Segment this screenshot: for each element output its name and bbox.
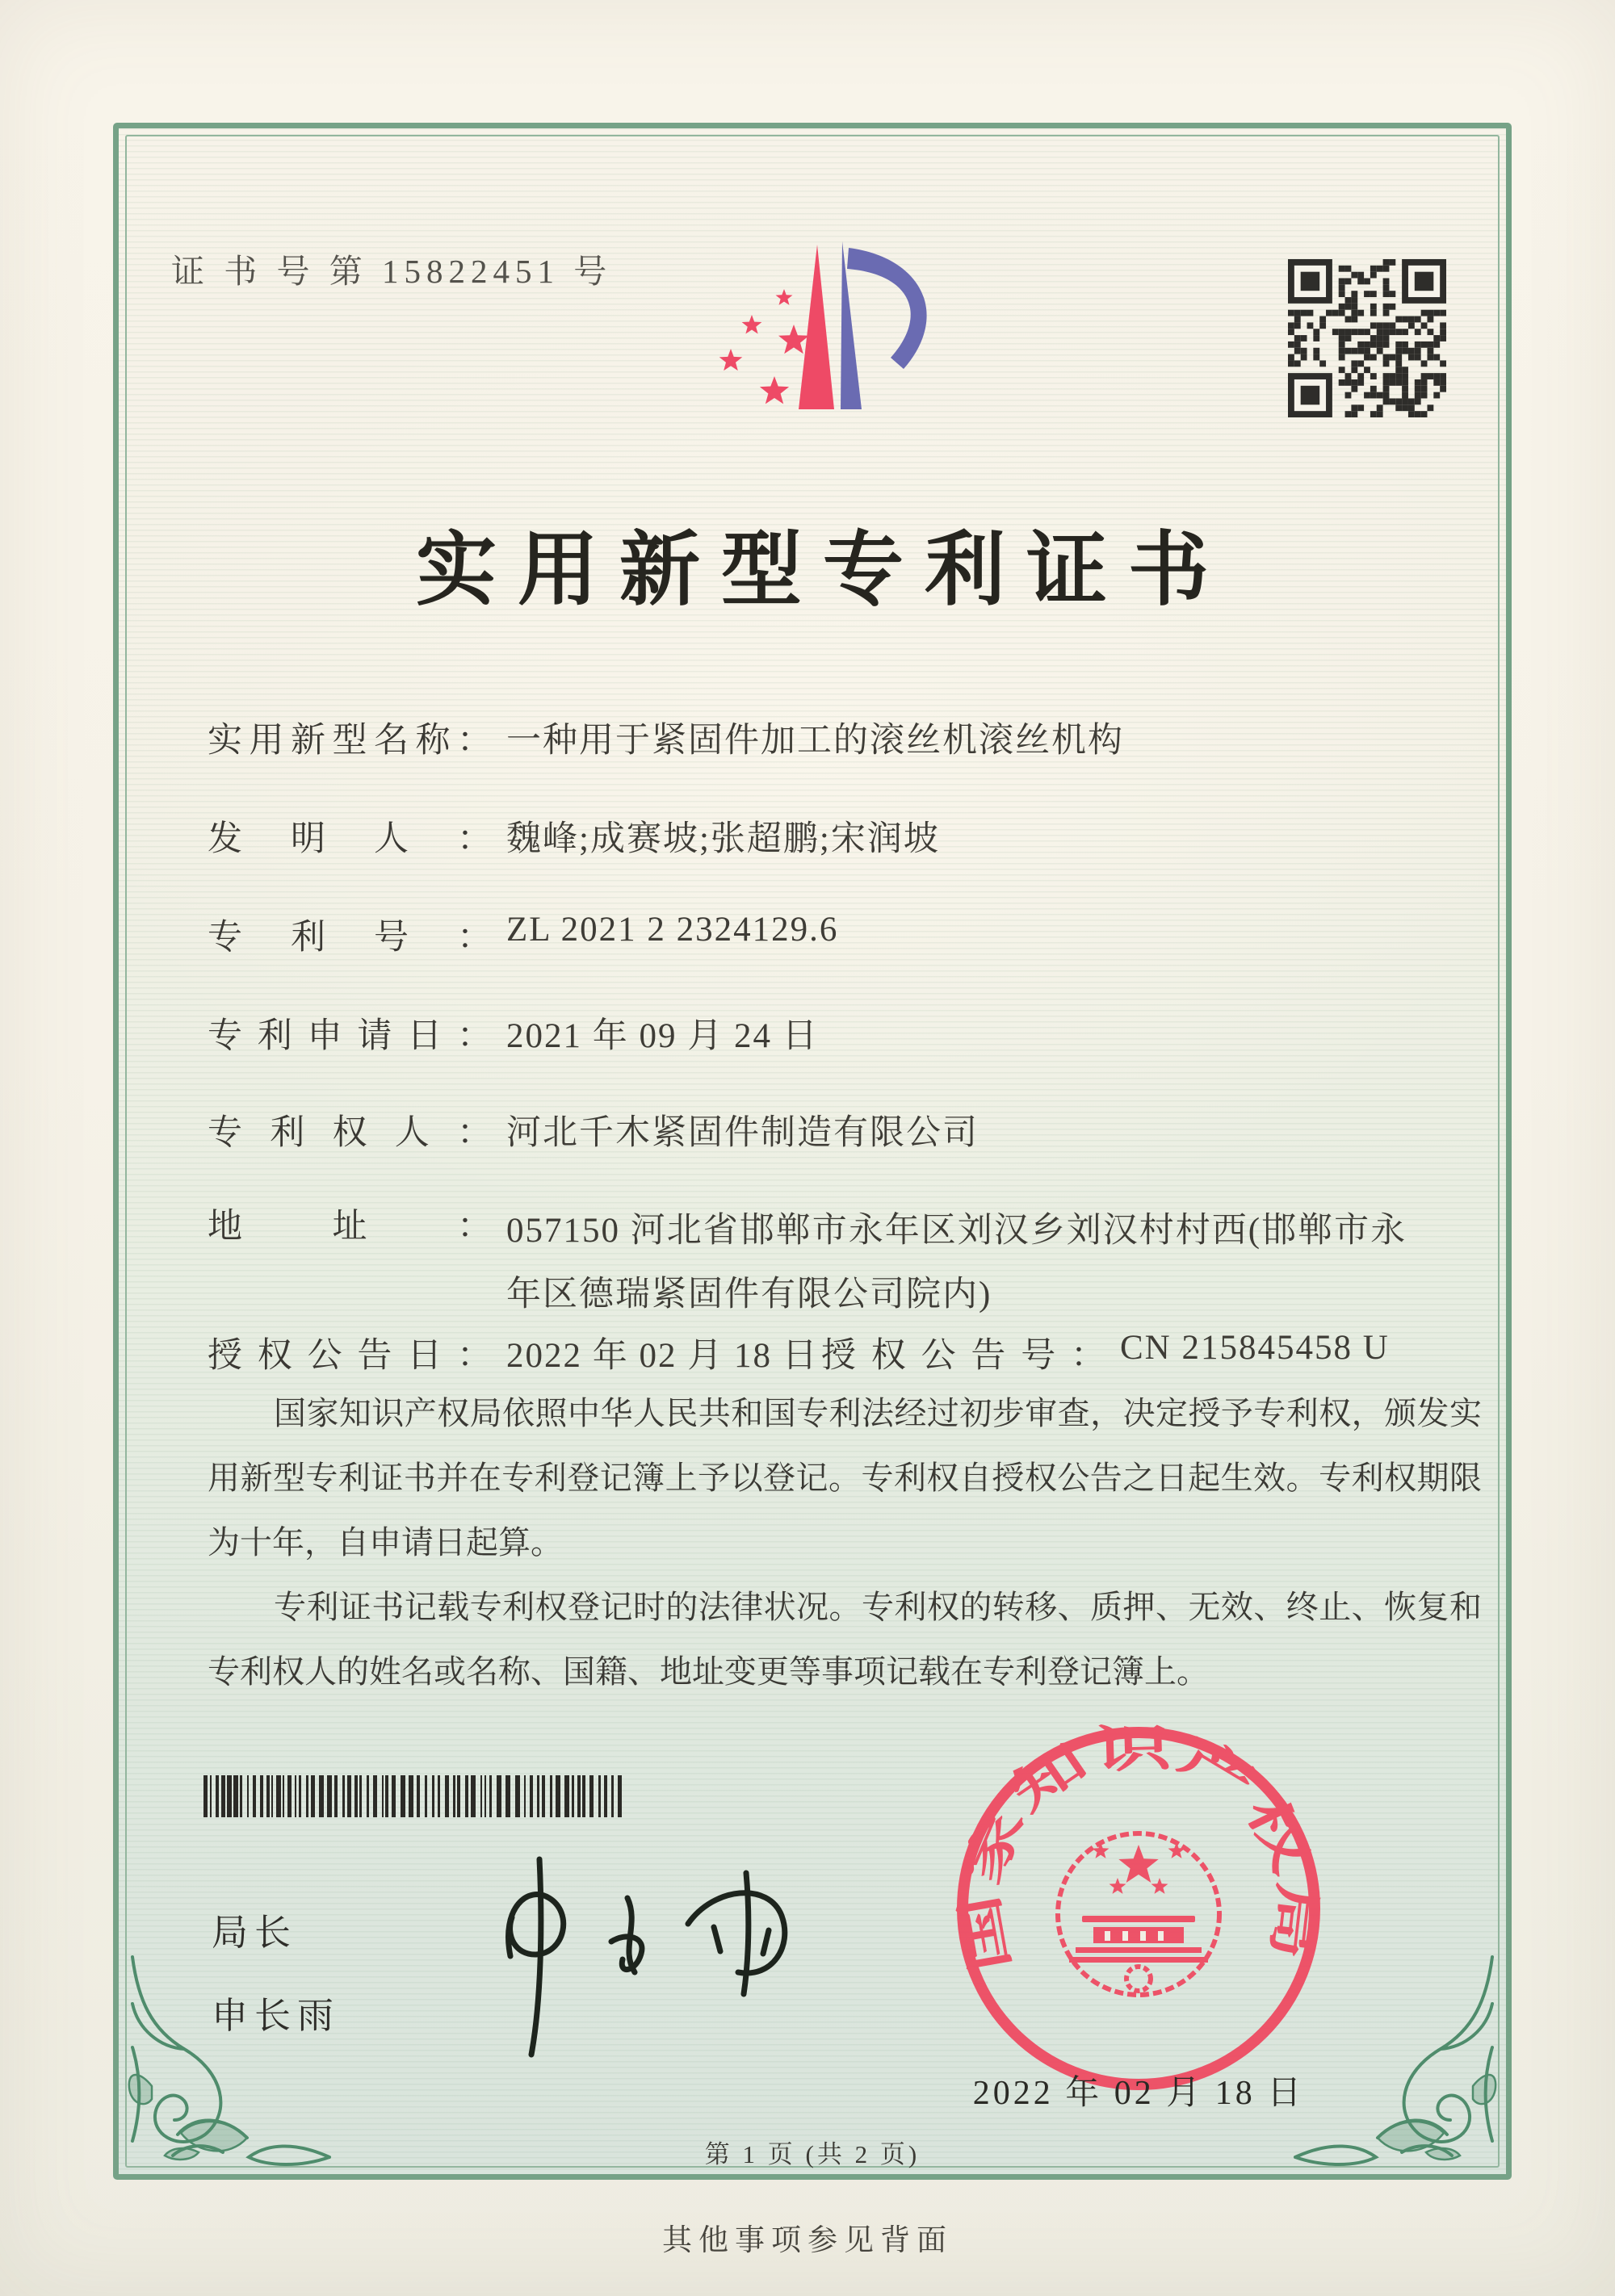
field-row-address <box>208 1199 1435 1326</box>
decorative-frame <box>113 123 1512 2180</box>
field-value: 2022 年 02 月 18 日 <box>506 1337 819 1375</box>
legal-paragraph-2: 专利证书记载专利权登记时的法律状况。专利权的转移、质押、无效、终止、恢复和专利权人的姓名或名称、国籍、地址变更等事项记载在专利登记簿上。 <box>208 1589 1482 1690</box>
barcode <box>203 1775 627 1817</box>
field-value: 一种用于紧固件加工的滚丝机滚丝机构 <box>506 722 1124 760</box>
field-value: 魏峰;成赛坡;张超鹏;宋润坡 <box>506 820 940 858</box>
cnipa-logo-icon <box>690 233 938 435</box>
field-row-name <box>208 713 1124 762</box>
seal-ring-text: 国家知识产权局 <box>954 1722 1325 1976</box>
field-label: 专利号： <box>208 919 492 957</box>
field-label: 地址： <box>208 1208 492 1246</box>
page-number: 第 1 页 (共 2 页) <box>704 2140 921 2168</box>
field-row-inventors <box>208 811 940 861</box>
field-label: 授权公告日： <box>208 1337 492 1375</box>
field-label: 授权公告号： <box>821 1337 1105 1375</box>
field-label: 发明人： <box>208 820 492 858</box>
legal-text <box>208 1381 1482 1704</box>
field-value: 2021 年 09 月 24 日 <box>506 1017 819 1055</box>
director-signature <box>446 1829 882 2079</box>
director-name: 申长雨 <box>212 1995 341 2036</box>
field-row-filing-date <box>208 1008 819 1058</box>
director-title: 局长 <box>212 1912 298 1953</box>
grant-number-pair <box>821 1328 1390 1377</box>
field-row-patent-no <box>208 910 838 959</box>
legal-paragraph-1: 国家知识产权局依照中华人民共和国专利法经过初步审查，决定授予专利权，颁发实用新型专利证书并在专利登记簿上予以登记。专利权自授权公告之日起生效。专利权期限为十年，自申请日起算。 <box>208 1395 1482 1561</box>
field-value: CN 215845458 U <box>1120 1329 1390 1367</box>
official-seal <box>949 1719 1328 2098</box>
field-label: 专利权人： <box>208 1114 492 1152</box>
field-value: ZL 2021 2 2324129.6 <box>506 911 839 949</box>
signer-block <box>212 1903 340 2038</box>
field-value: 河北千木紧固件制造有限公司 <box>506 1114 979 1152</box>
field-label: 实用新型名称： <box>208 722 492 760</box>
certificate-number: 证 书 号 第 15822451 号 <box>171 253 613 290</box>
back-side-note: 其他事项参见背面 <box>662 2224 953 2257</box>
certificate-title: 实用新型专利证书 <box>416 526 1230 615</box>
field-row-patentee <box>208 1105 979 1154</box>
field-label: 专利申请日： <box>208 1017 492 1055</box>
qr-code <box>1288 259 1446 417</box>
seal-date: 2022 年 02 月 18 日 <box>972 2075 1305 2112</box>
field-value: 057150 河北省邯郸市永年区刘汉乡刘汉村村西(邯郸市永年区德瑞紧固件有限公司院内) <box>506 1212 1407 1313</box>
field-row-grant <box>208 1328 1390 1377</box>
national-emblem-icon <box>1058 1833 1219 1995</box>
